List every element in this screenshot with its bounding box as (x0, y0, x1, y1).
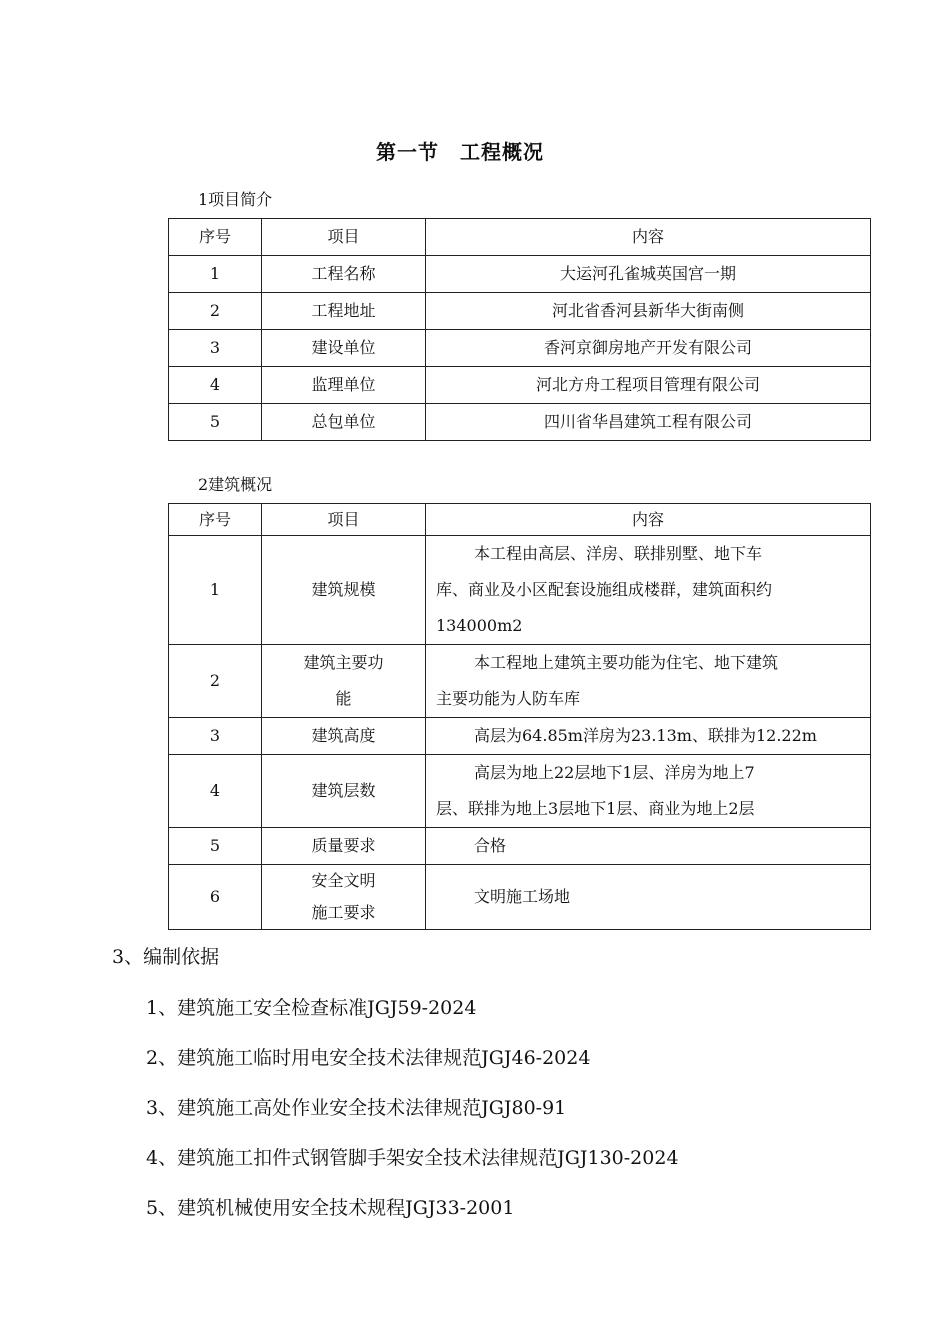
row-content (426, 828, 871, 865)
row-no: 2 (169, 293, 262, 330)
table-row (169, 718, 871, 755)
basis-item: 3、建筑施工高处作业安全技术法律规范JGJ80-91 (146, 1097, 567, 1119)
row-no: 6 (169, 865, 262, 930)
content-line: 主要功能为人防车库 (436, 689, 581, 708)
content-line: 本工程由高层、洋房、联排别墅、地下车 (474, 544, 763, 563)
content-line: 高层为地上22层地下1层、洋房为地上7 (474, 763, 755, 782)
row-no: 1 (169, 536, 262, 645)
header-no: 序号 (169, 219, 262, 256)
row-item (262, 645, 426, 718)
table-row (169, 645, 871, 718)
item-line: 施工要求 (311, 903, 376, 922)
item-line: 建筑主要功 (303, 653, 384, 672)
row-content (426, 865, 871, 930)
table-row (169, 755, 871, 828)
basis-item: 2、建筑施工临时用电安全技术法律规范JGJ46-2024 (146, 1047, 591, 1069)
row-item: 建筑层数 (262, 755, 426, 828)
row-content (426, 718, 871, 755)
row-no: 5 (169, 828, 262, 865)
section-heading-basis: 3、编制依据 (112, 946, 220, 968)
row-item: 监理单位 (262, 367, 426, 404)
content-line: 层、联排为地上3层地下1层、商业为地上2层 (436, 799, 755, 818)
table-header-row (169, 504, 871, 536)
section-heading-project-intro: 1项目简介 (198, 190, 273, 209)
row-content: 大运河孔雀城英国宫一期 (426, 256, 871, 293)
row-item: 工程地址 (262, 293, 426, 330)
basis-item: 1、建筑施工安全检查标准JGJ59-2024 (146, 997, 477, 1019)
row-no: 4 (169, 367, 262, 404)
header-content: 内容 (426, 504, 871, 536)
header-no: 序号 (169, 504, 262, 536)
basis-item: 4、建筑施工扣件式钢管脚手架安全技术法律规范JGJ130-2024 (146, 1147, 679, 1169)
row-no: 3 (169, 330, 262, 367)
item-line: 能 (335, 689, 352, 708)
row-content: 河北方舟工程项目管理有限公司 (426, 367, 871, 404)
table-row (169, 256, 871, 293)
row-item: 质量要求 (262, 828, 426, 865)
row-content (426, 755, 871, 828)
row-content: 河北省香河县新华大街南侧 (426, 293, 871, 330)
content-line: 本工程地上建筑主要功能为住宅、地下建筑 (474, 653, 779, 672)
table-row (169, 536, 871, 645)
row-item: 工程名称 (262, 256, 426, 293)
basis-item: 5、建筑机械使用安全技术规程JGJ33-2001 (146, 1197, 515, 1219)
row-content: 四川省华昌建筑工程有限公司 (426, 404, 871, 441)
row-item: 建筑高度 (262, 718, 426, 755)
building-overview-table (168, 503, 871, 930)
row-no: 2 (169, 645, 262, 718)
row-item (262, 865, 426, 930)
content-line: 文明施工场地 (474, 887, 571, 906)
content-line: 合格 (474, 836, 507, 855)
item-line: 安全文明 (311, 871, 376, 890)
row-content (426, 645, 871, 718)
page-title: 第一节 工程概况 (376, 140, 544, 164)
row-no: 4 (169, 755, 262, 828)
row-no: 3 (169, 718, 262, 755)
table-row (169, 293, 871, 330)
row-content: 香河京御房地产开发有限公司 (426, 330, 871, 367)
header-item: 项目 (262, 219, 426, 256)
table-row (169, 828, 871, 865)
project-intro-table (168, 218, 871, 441)
section-heading-building-overview: 2建筑概况 (198, 475, 273, 494)
row-item: 总包单位 (262, 404, 426, 441)
table-header-row (169, 219, 871, 256)
row-no: 1 (169, 256, 262, 293)
row-item: 建筑规模 (262, 536, 426, 645)
table-row (169, 404, 871, 441)
table-row (169, 367, 871, 404)
table-row (169, 330, 871, 367)
header-item: 项目 (262, 504, 426, 536)
row-item: 建设单位 (262, 330, 426, 367)
content-line: 库、商业及小区配套设施组成楼群，建筑面积约 (436, 580, 773, 599)
row-content (426, 536, 871, 645)
row-no: 5 (169, 404, 262, 441)
content-line: 高层为64.85m洋房为23.13m、联排为12.22m (474, 726, 817, 745)
table-row (169, 865, 871, 930)
content-line: 134000m2 (436, 616, 523, 635)
header-content: 内容 (426, 219, 871, 256)
